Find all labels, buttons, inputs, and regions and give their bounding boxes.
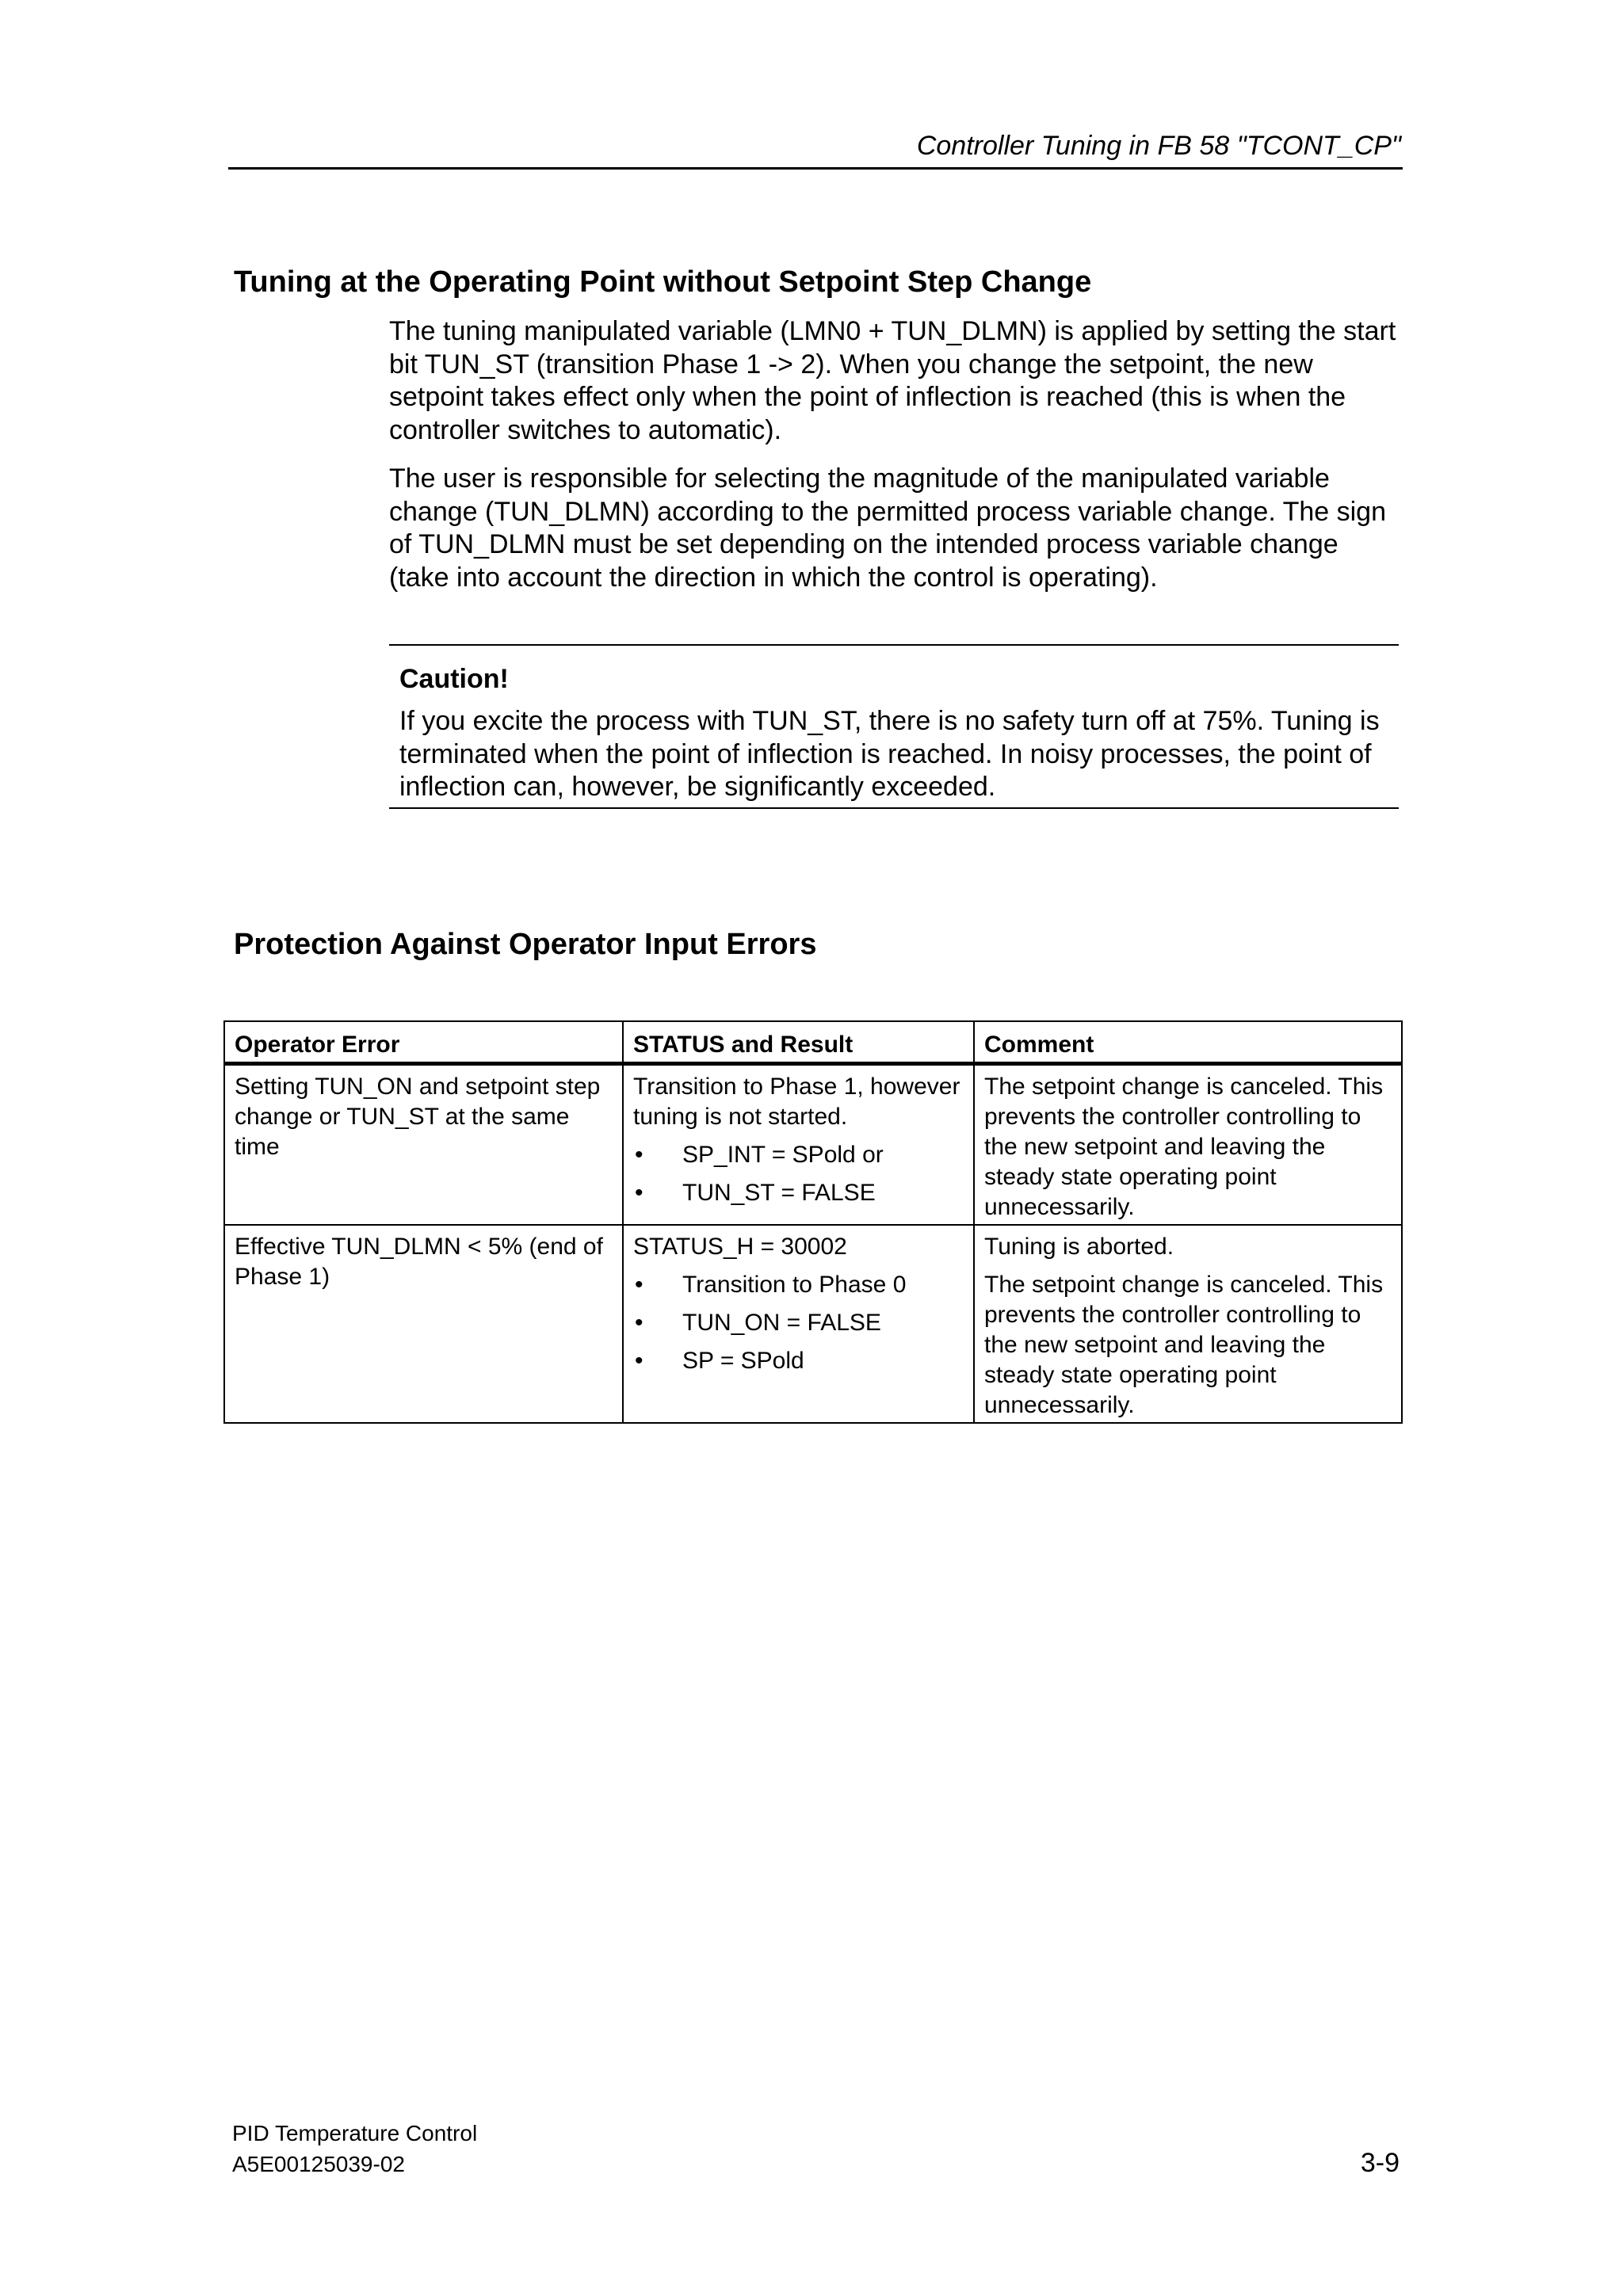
list-item — [633, 1308, 964, 1338]
cell-text: Effective TUN_DLMN < 5% (end of Phase 1) — [235, 1234, 603, 1290]
column-header-comment: Comment — [974, 1021, 1402, 1064]
list-item — [633, 1140, 964, 1170]
bullet-text: SP_INT = SPold or — [682, 1142, 884, 1168]
footer-doc-number: A5E00125039-02 — [232, 2152, 405, 2176]
running-header: Controller Tuning in FB 58 "TCONT_CP" — [916, 131, 1401, 161]
bullet-text: TUN_ON = FALSE — [682, 1310, 881, 1336]
bullet-icon: • — [635, 1348, 643, 1374]
list-item — [633, 1346, 964, 1376]
column-header-status: STATUS and Result — [623, 1021, 974, 1064]
section-heading-protection: Protection Against Operator Input Errors — [234, 928, 817, 961]
operator-error-table — [223, 1020, 1403, 1424]
bullet-icon: • — [635, 1180, 643, 1206]
cell-text: Transition to Phase 1, however tuning is not started. — [633, 1074, 960, 1130]
list-item — [633, 1270, 964, 1300]
footer-doc-title: PID Temperature Control — [232, 2121, 478, 2145]
column-header-operator-error: Operator Error — [224, 1021, 623, 1064]
footer-document-info — [232, 2118, 477, 2180]
cell-text: The setpoint change is canceled. This prevents the controller controlling to the new setpoint and leaving the steady state operating point unnecessarily. — [984, 1272, 1384, 1418]
section-heading-tuning: Tuning at the Operating Point without Setpoint Step Change — [234, 265, 1092, 299]
cell-text: The setpoint change is canceled. This prevents the controller controlling to the new setpoint and leaving the steady state operating point unnecessarily. — [984, 1074, 1384, 1220]
paragraph: The user is responsible for selecting the magnitude of the manipulated variable change (TUN_DLMN) according to the permitted process variable change. The sign of TUN_DLMN must be set depending on the intended process variable change (take into account the direction in which the control is operating). — [389, 463, 1386, 593]
comment-cell — [974, 1225, 1402, 1423]
page-number: 3-9 — [1360, 2148, 1400, 2178]
table-row — [224, 1225, 1402, 1423]
tuning-body — [389, 315, 1403, 594]
bullet-text: TUN_ST = FALSE — [682, 1180, 876, 1206]
bullet-icon: • — [635, 1142, 643, 1168]
list-item — [633, 1178, 964, 1208]
table-row — [224, 1064, 1402, 1226]
status-bullet-list — [633, 1140, 964, 1208]
status-bullet-list — [633, 1270, 964, 1376]
status-cell — [623, 1064, 974, 1226]
status-cell — [623, 1225, 974, 1423]
caution-title: Caution! — [399, 664, 509, 694]
bullet-icon: • — [635, 1272, 643, 1298]
bullet-text: SP = SPold — [682, 1348, 804, 1374]
table-header-row — [224, 1021, 1402, 1064]
operator-error-cell — [224, 1064, 623, 1226]
cell-text: STATUS_H = 30002 — [633, 1234, 847, 1260]
bullet-icon: • — [635, 1310, 643, 1336]
cell-text: Setting TUN_ON and setpoint step change or TUN_ST at the same time — [235, 1074, 601, 1160]
paragraph: The tuning manipulated variable (LMN0 + TUN_DLMN) is applied by setting the start bit TUN_ST (transition Phase 1 -> 2). When you change the setpoint, the new setpoint takes effect only when the point of inflection is reached (this is when the controller switches to automatic). — [389, 316, 1396, 445]
bullet-text: Transition to Phase 0 — [682, 1272, 907, 1298]
header-rule — [228, 167, 1403, 170]
caution-text: If you excite the process with TUN_ST, there is no safety turn off at 75%. Tuning is terminated when the point of inflection is reached. In noisy processes, the point of inflection can, however, be significantly exceeded. — [399, 706, 1380, 802]
cell-text: Tuning is aborted. — [984, 1234, 1174, 1260]
operator-error-cell — [224, 1225, 623, 1423]
caution-box — [389, 644, 1399, 809]
comment-cell — [974, 1064, 1402, 1226]
